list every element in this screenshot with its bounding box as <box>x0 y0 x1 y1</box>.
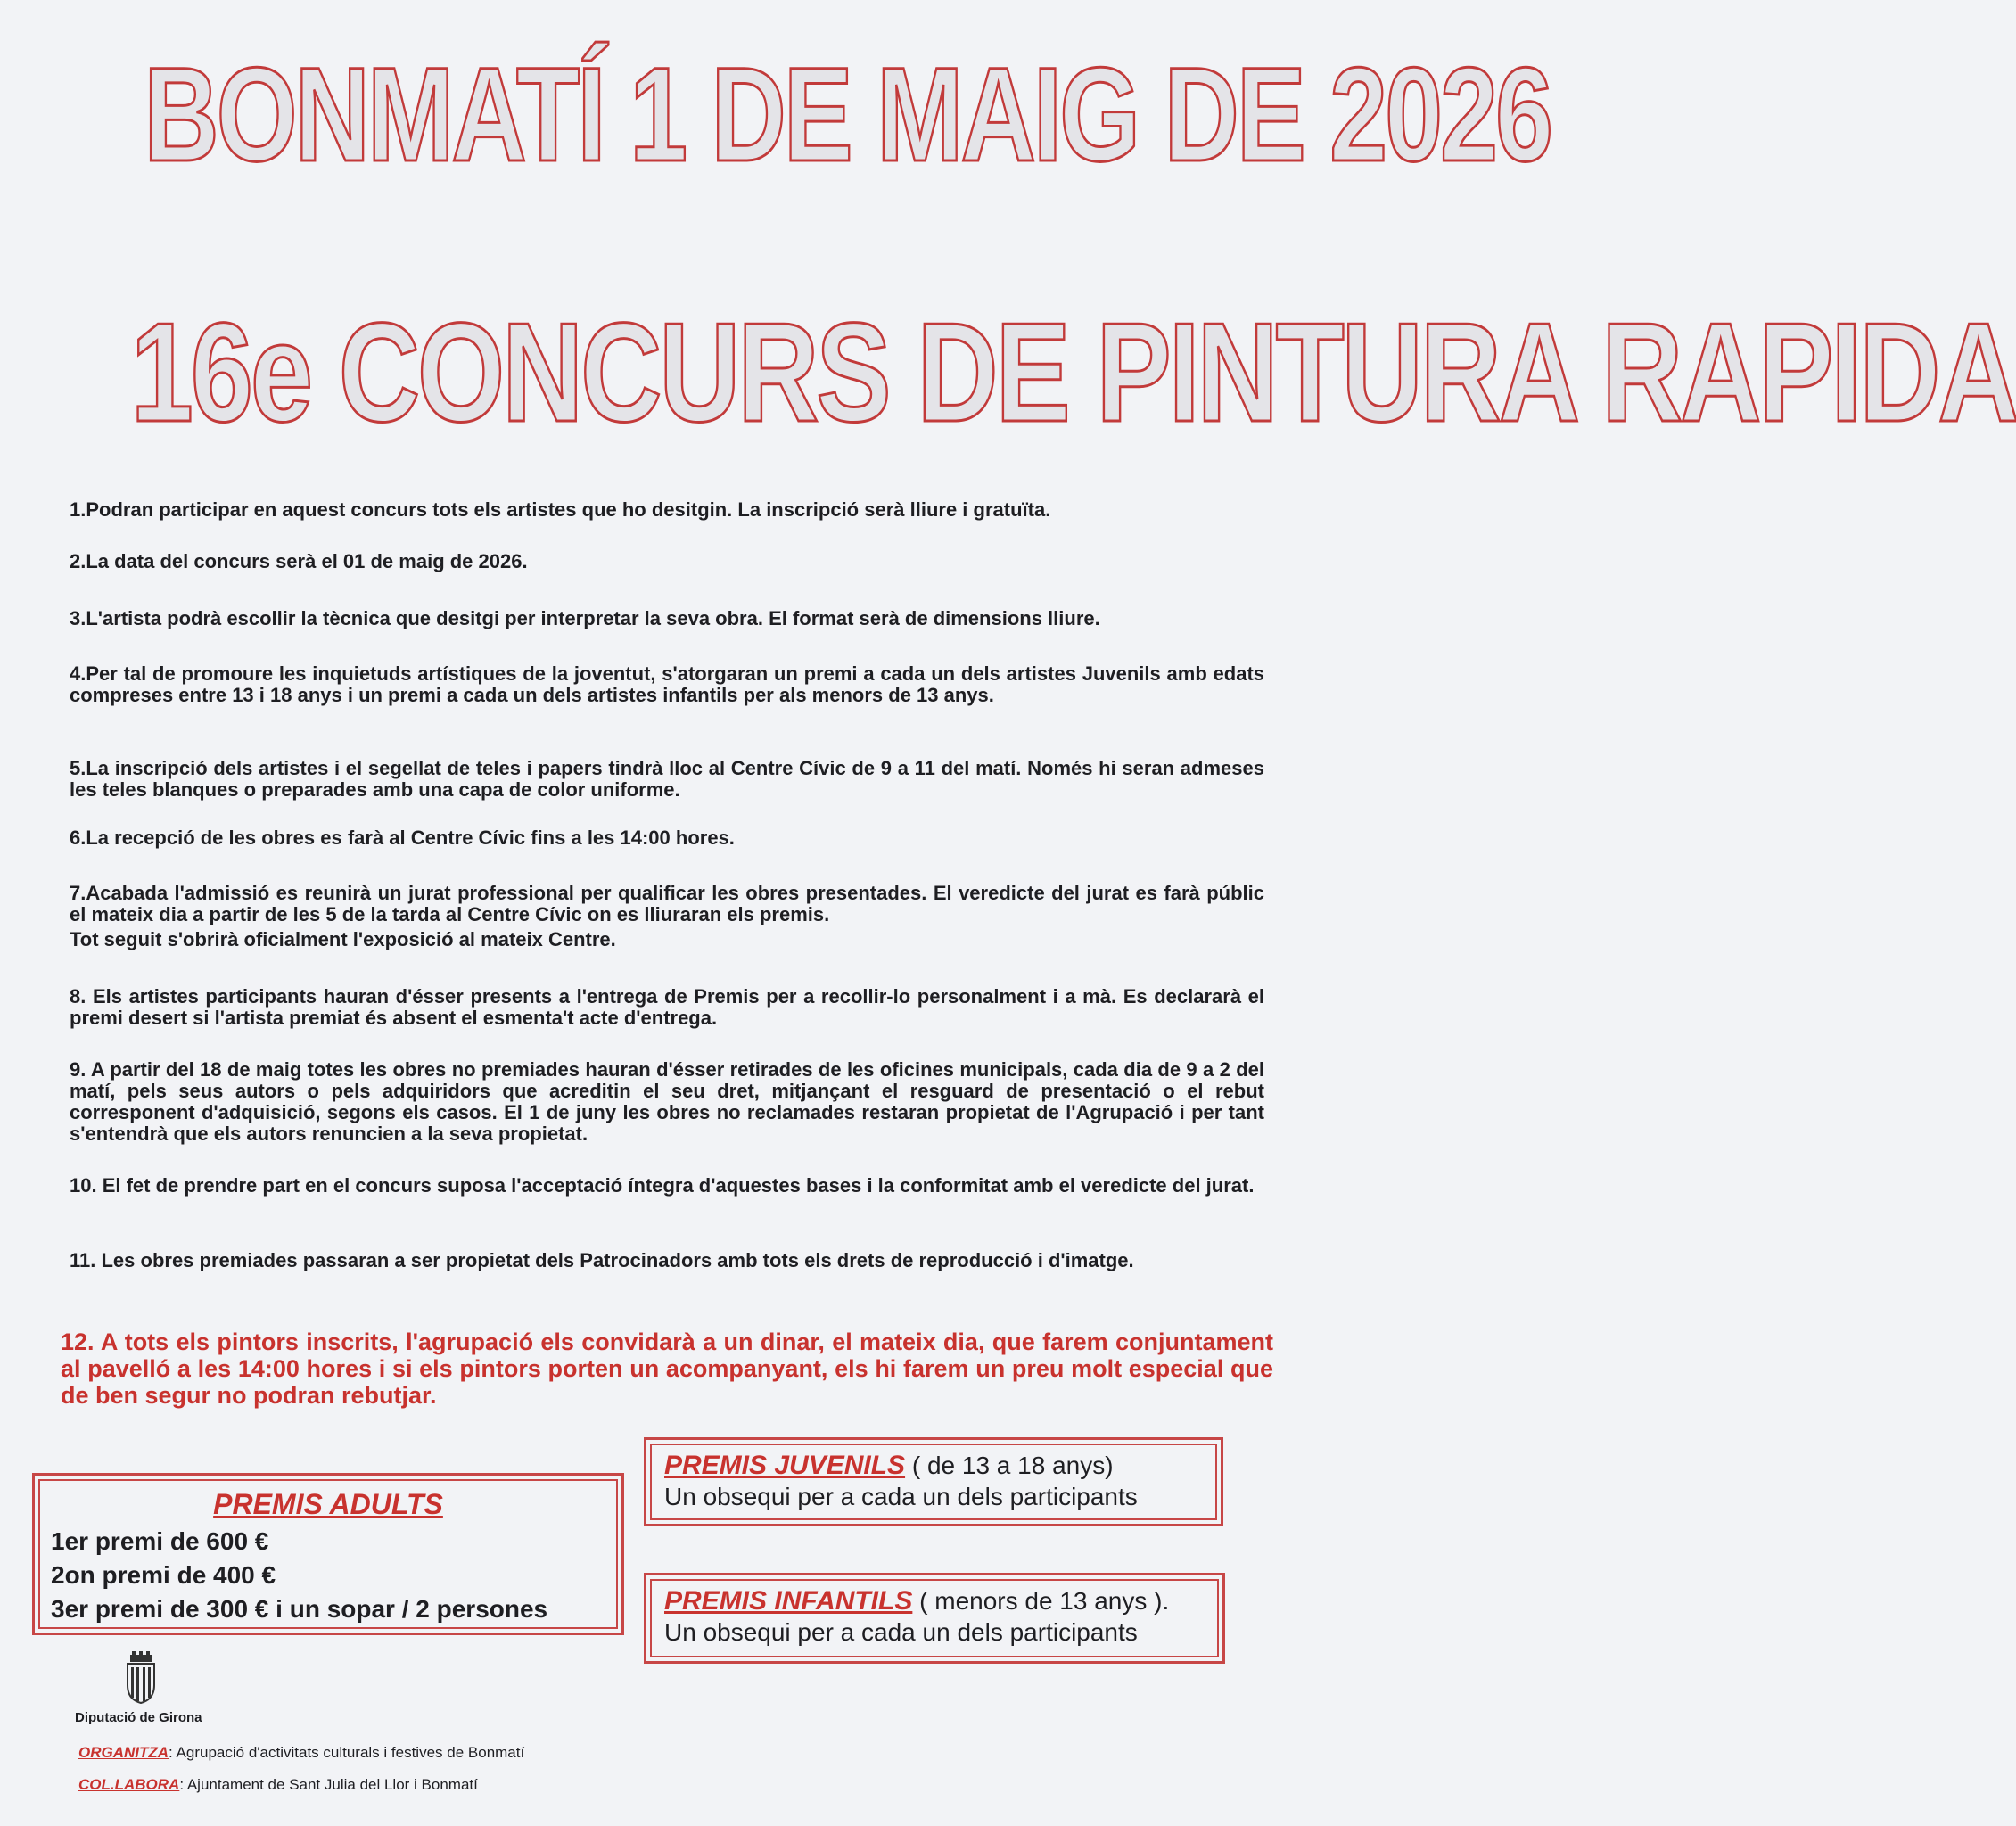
title-date: BONMATÍ 1 DE MAIG DE 2026 <box>144 39 1551 189</box>
children-prizes-box <box>644 1573 1225 1664</box>
collabora-key: COL.LABORA <box>78 1776 180 1793</box>
collabora-value: : Ajuntament de Sant Julia del Llor i Bonmatí <box>179 1776 478 1793</box>
rule-7-continued: Tot seguit s'obrirà oficialment l'exposició al mateix Centre. <box>70 928 616 950</box>
youth-prizes-desc: Un obsequi per a cada un dels participants <box>664 1483 1138 1510</box>
adult-prizes-box <box>32 1473 624 1635</box>
rule-12: 12. A tots els pintors inscrits, l'agrupació els convidarà a un dinar, el mateix dia, que farem conjuntament al pavelló a les 14:00 hores i si els pintors porten un acompanyant, els hi farem un preu molt especial que de ben segur no podran rebutjar. <box>61 1328 1273 1409</box>
children-prizes-desc: Un obsequi per a cada un dels participants <box>664 1618 1138 1646</box>
youth-prizes-range: ( de 13 a 18 anys) <box>905 1452 1114 1479</box>
rule-11: 11. Les obres premiades passaran a ser propietat dels Patrocinadors amb tots els drets de reproducció i d'imatge. <box>70 1249 1134 1271</box>
adult-prize-3: 3er premi de 300 € i un sopar / 2 persones <box>51 1595 548 1623</box>
rule-6: 6.La recepció de les obres es farà al Centre Cívic fins a les 14:00 hores. <box>70 827 735 849</box>
adult-prize-2: 2on premi de 400 € <box>51 1561 276 1589</box>
children-prizes-range: ( menors de 13 anys ). <box>912 1587 1170 1615</box>
rule-5: 5.La inscripció dels artistes i el segellat de teles i papers tindrà lloc al Centre Cívic de 9 a 11 del matí. Només hi seran admeses les teles blanques o preparades amb una capa de color uniforme. <box>70 757 1264 801</box>
youth-prizes-title: PREMIS JUVENILS <box>664 1451 906 1480</box>
rule-4: 4.Per tal de promoure les inquietuds artístiques de la joventut, s'atorgaran un premi a cada un dels artistes Juvenils amb edats compreses entre 13 i 18 anys i un premi a cada un dels artistes infantils per als menors de 13 anys. <box>70 662 1264 706</box>
children-prizes-title: PREMIS INFANTILS <box>664 1586 913 1616</box>
diputacio-girona-crest-icon <box>123 1651 159 1705</box>
adult-prize-1: 1er premi de 600 € <box>51 1527 269 1555</box>
rule-8: 8. Els artistes participants hauran d'ésser presents a l'entrega de Premis per a recollir-lo personalment i a mà. Es declararà el premi desert si l'artista premiat és absent el esmenta't acte d'entrega. <box>70 985 1264 1029</box>
collabora-line <box>78 1776 478 1794</box>
rule-1: 1.Podran participar en aquest concurs tots els artistes que ho desitgin. La inscripció serà lliure i gratuïta. <box>70 498 1051 521</box>
diputacio-label: Diputació de Girona <box>75 1710 202 1725</box>
rule-2: 2.La data del concurs serà el 01 de maig de 2026. <box>70 550 528 572</box>
adult-prizes-title: PREMIS ADULTS <box>213 1488 443 1520</box>
rule-9: 9. A partir del 18 de maig totes les obres no premiades hauran d'ésser retirades de les oficines municipals, cada dia de 9 a 2 del matí, pels seus autors o pels adquiridors que acreditin el seu dret, mitjançant el resguard de presentació o el rebut corresponent d'adquisició, segons els casos. El 1 de juny les obres no reclamades restaran propietat de l'Agrupació i per tant s'entendrà que els autors renuncien a la seva propietat. <box>70 1058 1264 1145</box>
rule-10: 10. El fet de prendre part en el concurs suposa l'acceptació íntegra d'aquestes bases i la conformitat amb el veredicte del jurat. <box>70 1174 1255 1197</box>
rule-7: 7.Acabada l'admissió es reunirà un jurat professional per qualificar les obres presentades. El veredicte del jurat es farà públic el mateix dia a partir de les 5 de la tarda al Centre Cívic on es lliuraran els premis. <box>70 882 1264 925</box>
organitza-value: : Agrupació d'activitats culturals i festives de Bonmatí <box>169 1744 525 1761</box>
rule-3: 3.L'artista podrà escollir la tècnica que desitgi per interpretar la seva obra. El format serà de dimensions lliure. <box>70 607 1100 629</box>
organitza-key: ORGANITZA <box>78 1744 169 1761</box>
organitza-line <box>78 1744 524 1762</box>
youth-prizes-box <box>644 1437 1223 1526</box>
title-contest: 16e CONCURS DE PINTURA RAPIDA <box>130 294 2016 451</box>
